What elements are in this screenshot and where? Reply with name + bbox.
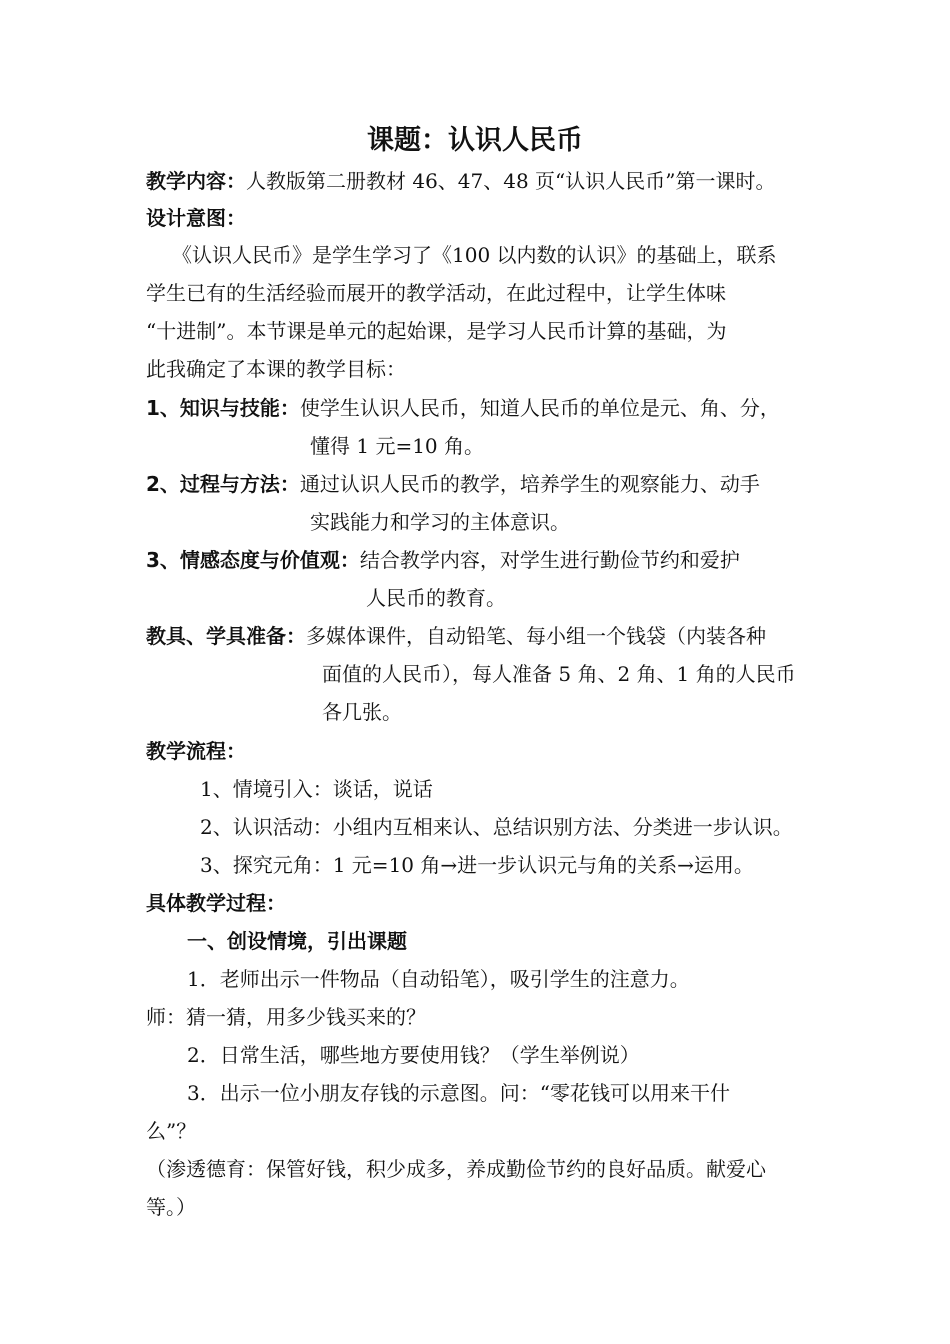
- teaching-content-text: 人教版第二册教材 46、47、48 页“认识人民币”第一课时。: [246, 169, 776, 193]
- tools-text: 多媒体课件，自动铅笔、每小组一个钱袋（内装各种: [306, 624, 766, 648]
- process-line: 师：猜一猜，用多少钱买来的？: [146, 1005, 426, 1029]
- design-line: 学生已有的生活经验而展开的教学活动，在此过程中，让学生体味: [146, 281, 726, 305]
- tools-cont: 面值的人民币），每人准备 5 角、2 角、1 角的人民币: [322, 662, 796, 686]
- flow-item: 2、认识活动：小组内互相来认、总结识别方法、分类进一步认识。: [200, 815, 793, 839]
- goal-process-label: 2、过程与方法：: [146, 472, 300, 496]
- teaching-content-label: 教学内容：: [146, 169, 246, 193]
- goal-emotion: [146, 547, 740, 573]
- goal-emotion-text: 结合教学内容，对学生进行勤俭节约和爱护: [359, 548, 740, 572]
- teaching-content: [146, 168, 776, 194]
- goal-knowledge: [146, 395, 780, 421]
- process-line: 等。）: [146, 1195, 196, 1219]
- design-line: 此我确定了本课的教学目标：: [146, 357, 406, 381]
- process-line: 么”？: [146, 1119, 197, 1143]
- section-heading: 一、创设情境，引出课题: [187, 929, 407, 953]
- page-title: 课题：认识人民币: [367, 125, 583, 156]
- process-line: 1．老师出示一件物品（自动铅笔），吸引学生的注意力。: [187, 967, 690, 991]
- flow-label: 教学流程：: [146, 739, 246, 763]
- process-line: 2．日常生活，哪些地方要使用钱？（学生举例说）: [187, 1043, 640, 1067]
- goal-knowledge-text: 使学生认识人民币，知道人民币的单位是元、角、分，: [299, 396, 780, 420]
- process-line: （渗透德育：保管好钱，积少成多，养成勤俭节约的良好品质。献爱心: [146, 1157, 766, 1181]
- design-line: “十进制”。本节课是单元的起始课，是学习人民币计算的基础，为: [146, 319, 727, 343]
- goal-process: [146, 471, 760, 497]
- design-line: 《认识人民币》是学生学习了《100 以内数的认识》的基础上，联系: [172, 243, 777, 267]
- flow-item: 3、探究元角：1 元=10 角→进一步认识元与角的关系→运用。: [200, 853, 754, 877]
- goal-knowledge-cont: 懂得 1 元=10 角。: [310, 434, 485, 458]
- process-label: 具体教学过程：: [146, 891, 286, 915]
- goal-process-cont: 实践能力和学习的主体意识。: [310, 510, 570, 534]
- design-label: 设计意图：: [146, 206, 246, 230]
- goal-knowledge-label: 1、知识与技能：: [146, 396, 300, 420]
- flow-item: 1、情境引入：谈话，说话: [200, 777, 433, 801]
- goal-emotion-cont: 人民币的教育。: [366, 586, 506, 610]
- goal-process-text: 通过认识人民币的教学，培养学生的观察能力、动手: [299, 472, 760, 496]
- tools: [146, 623, 766, 649]
- process-line: 3．出示一位小朋友存钱的示意图。问：“零花钱可以用来干什: [187, 1081, 730, 1105]
- tools-label: 教具、学具准备：: [146, 624, 306, 648]
- goal-emotion-label: 3、情感态度与价值观：: [146, 548, 360, 572]
- tools-cont: 各几张。: [322, 700, 402, 724]
